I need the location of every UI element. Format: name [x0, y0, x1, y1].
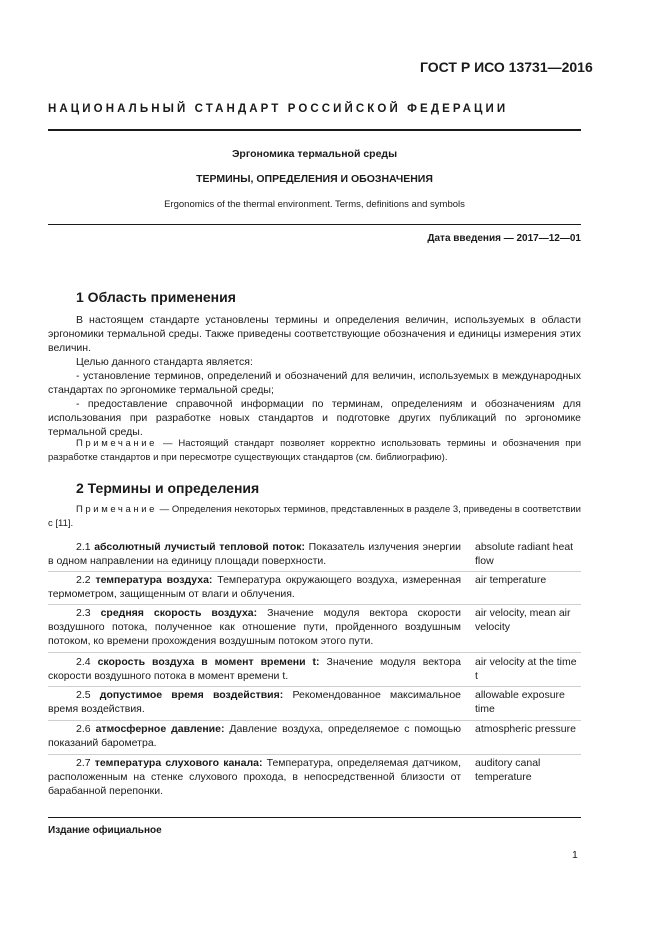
term-english: auditory canal temperature	[475, 757, 541, 783]
term-english: air velocity at the time t	[475, 656, 577, 682]
term-name: атмосферное давление:	[95, 723, 225, 735]
term-definition	[48, 722, 461, 750]
term-separator	[48, 754, 581, 755]
term-english: air velocity, mean air velocity	[475, 607, 571, 633]
note-label: Примечание	[76, 438, 157, 449]
section-1-paragraph: В настоящем стандарте установлены термины и определения величин, используемых в области эргономики термальной среды. Также приведены соответствующие обозначения и единицы измерения этих величин.	[48, 314, 581, 354]
term-name: температура воздуха:	[95, 574, 213, 586]
section-1-paragraph: - установление терминов, определений и обозначений для величин, используемых в международных стандартах по эргономике термальной среды;	[48, 370, 581, 396]
section-1-body	[48, 313, 581, 439]
term-number: 2.3	[76, 607, 101, 619]
term-definition	[48, 655, 461, 683]
term-text: Значение модуля вектора скорости воздушного потока в момент времени t.	[48, 656, 461, 682]
section-1-paragraph: - предоставление справочной информации по терминам, определениям и обозначениям для использования при разработке новых стандартов и подготовке других публикаций по эргономике термальной среды.	[48, 398, 581, 438]
note-text: — Определения некоторых терминов, представленных в разделе 3, приведены в соответствии с [11].	[48, 504, 581, 529]
term-number: 2.1	[76, 541, 95, 553]
term-separator	[48, 686, 581, 687]
header-rule	[48, 129, 581, 131]
term-separator	[48, 571, 581, 572]
term-english: absolute radiant heat flow	[475, 541, 574, 567]
title-topic: Эргономика термальной среды	[231, 148, 398, 160]
national-standard-heading: НАЦИОНАЛЬНЫЙ СТАНДАРТ РОССИЙСКОЙ ФЕДЕРАЦИИ	[48, 103, 509, 115]
term-number: 2.7	[76, 757, 95, 769]
section-1-heading: 1 Область применения	[76, 289, 236, 305]
term-definition	[48, 688, 461, 716]
section-2-note	[48, 503, 581, 530]
title-english: Ergonomics of the thermal environment. Terms, definitions and symbols	[164, 199, 465, 210]
term-text: Давление воздуха, определяемое с помощью показаний барометра.	[48, 723, 461, 749]
term-separator	[48, 720, 581, 721]
term-text: Рекомендованное максимальное время воздействия.	[48, 689, 462, 715]
term-definition	[48, 606, 461, 648]
introduction-date: Дата введения — 2017—12—01	[427, 233, 581, 244]
term-name: температура слухового канала:	[94, 757, 263, 769]
term-text: Значение модуля вектора скорости воздушного потока, полученное как отношение пути, пройденного воздушным потоком, ко времени прохождения воздушным потоком этого пути.	[48, 607, 461, 647]
term-number: 2.5	[76, 689, 100, 701]
note-label: Примечание	[76, 504, 157, 515]
term-name: допустимое время воздействия:	[99, 689, 284, 701]
document-code: ГОСТ Р ИСО 13731—2016	[420, 59, 593, 75]
term-separator	[48, 652, 581, 653]
edition-label: Издание официальное	[48, 825, 162, 836]
title-main: ТЕРМИНЫ, ОПРЕДЕЛЕНИЯ И ОБОЗНАЧЕНИЯ	[196, 173, 433, 185]
title-rule	[48, 224, 581, 225]
term-definition	[48, 573, 461, 601]
term-number: 2.4	[76, 656, 98, 668]
page-number: 1	[572, 849, 578, 861]
footer-rule	[48, 817, 581, 818]
section-2-heading: 2 Термины и определения	[76, 480, 260, 496]
term-text: Температура окружающего воздуха, измеренная термометром, защищенным от влаги и облучения.	[48, 574, 461, 600]
term-number: 2.6	[76, 723, 96, 735]
term-english: atmospheric pressure	[475, 723, 576, 735]
term-name: абсолютный лучистый тепловой поток:	[94, 541, 305, 553]
section-1-paragraph: Целью данного стандарта является:	[76, 356, 253, 368]
term-english: air temperature	[475, 574, 547, 586]
term-definition	[48, 756, 461, 798]
term-text: Температура, определяемая датчиком, расположенным на стенке слухового прохода, в непосредственной близости от барабанной перепонки.	[48, 757, 462, 797]
term-english: allowable exposure time	[475, 689, 565, 715]
term-name: средняя скорость воздуха:	[100, 607, 258, 619]
section-1-note	[48, 437, 581, 464]
note-text: — Настоящий стандарт позволяет корректно использовать термины и обозначения при разработке стандартов и при пересмотре существующих стандартов (см. библиографию).	[48, 438, 581, 463]
term-number: 2.2	[76, 574, 96, 586]
term-text: Показатель излучения энергии в одном направлении на единицу площади поверхности.	[48, 541, 461, 567]
term-separator	[48, 604, 581, 605]
term-definition	[48, 540, 461, 568]
term-name: скорость воздуха в момент времени t:	[97, 656, 320, 668]
